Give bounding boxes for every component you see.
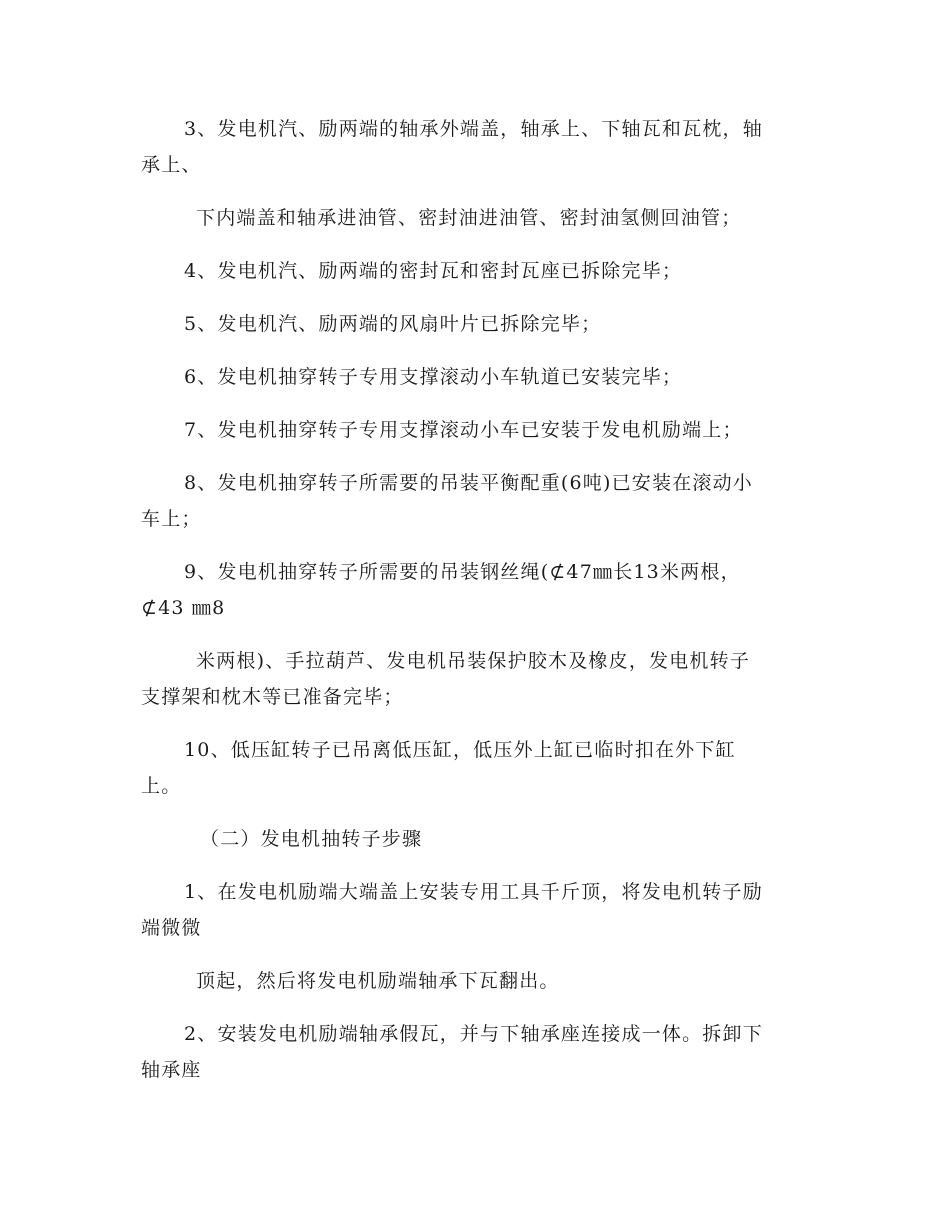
paragraph-9-line-4: 支撑架和枕木等已准备完毕； [141,686,404,708]
step-2-line-1: 2、安装发电机励端轴承假瓦，并与下轴承座连接成一体。拆卸下 [184,1023,763,1045]
paragraph-3-line-2: 承上、 [141,154,202,176]
paragraph-10-line-2: 上。 [141,775,182,797]
paragraph-8-line-2: 车上； [141,508,202,530]
step-1-line-2: 端微微 [141,917,202,939]
paragraph-3-continuation: 下内端盖和轴承进油管、密封油进油管、密封油氢侧回油管； [196,207,742,229]
step-2-line-2: 轴承座 [141,1059,202,1081]
paragraph-6: 6、发电机抽穿转子专用支撑滚动小车轨道已安装完毕； [184,366,683,388]
paragraph-3-line-1: 3、发电机汽、励两端的轴承外端盖，轴承上、下轴瓦和瓦枕，轴 [184,118,763,140]
paragraph-9-line-1: 9、发电机抽穿转子所需要的吊装钢丝绳(⊄47㎜长13米两根， [184,561,741,583]
section-heading: （二）发电机抽转子步骤 [200,828,423,850]
paragraph-9-line-3: 米两根)、手拉葫芦、发电机吊装保护胶木及橡皮，发电机转子 [196,650,751,672]
step-1-line-3: 顶起，然后将发电机励端轴承下瓦翻出。 [196,970,560,992]
step-1-line-1: 1、在发电机励端大端盖上安装专用工具千斤顶，将发电机转子励 [184,881,763,903]
paragraph-8-line-1: 8、发电机抽穿转子所需要的吊装平衡配重(6吨)已安装在滚动小 [184,472,754,494]
paragraph-4: 4、发电机汽、励两端的密封瓦和密封瓦座已拆除完毕； [184,260,683,282]
paragraph-10-line-1: 10、低压缸转子已吊离低压缸，低压外上缸已临时扣在外下缸 [184,739,736,761]
paragraph-7: 7、发电机抽穿转子专用支撑滚动小车已安装于发电机励端上； [184,419,743,441]
paragraph-5: 5、发电机汽、励两端的风扇叶片已拆除完毕； [184,313,602,335]
paragraph-9-line-2: ⊄43 ㎜8 [141,597,226,619]
